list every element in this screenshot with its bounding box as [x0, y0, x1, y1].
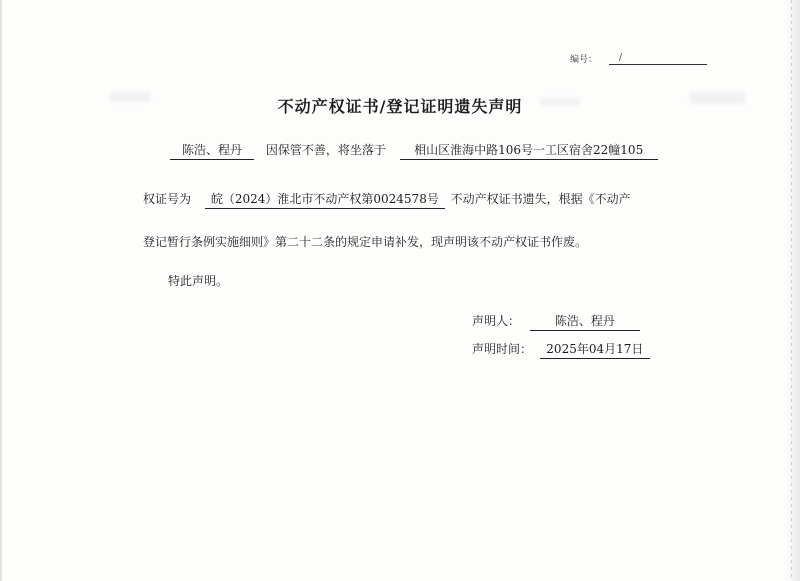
- number-value: /: [609, 52, 707, 65]
- date-label: 声明时间：: [472, 342, 533, 356]
- cert-lost-text: 不动产权证书遗失，根据《不动产: [450, 192, 631, 206]
- date-value: 2025年04月17日: [540, 341, 650, 359]
- paragraph-line-3: 登记暂行条例实施细则》第二十二条的规定申请补发，现声明该不动产权证书作废。: [143, 235, 588, 249]
- document-title: 不动产权证书/登记证明遗失声明: [277, 97, 523, 116]
- number-label: 编号：: [570, 55, 598, 65]
- declarant-row: [472, 312, 640, 331]
- cert-prefix-text: 权证号为: [143, 192, 192, 206]
- declarant-names-field: 陈浩、程丹: [170, 142, 254, 160]
- closing-text: 特此声明。: [168, 274, 229, 288]
- document-number: [570, 52, 707, 65]
- loss-reason-text: 因保管不善，将坐落于: [265, 143, 386, 157]
- certificate-number-field: 皖（2024）淮北市不动产权第0024578号: [205, 191, 445, 209]
- scan-edge-left: [0, 0, 3, 581]
- declarant-value: 陈浩、程丹: [530, 313, 640, 331]
- paragraph-line-1: [170, 141, 658, 160]
- declarant-label: 声明人：: [472, 314, 521, 328]
- property-address-field: 相山区淮海中路106号一工区宿舍22幢105: [400, 142, 658, 160]
- date-row: [472, 340, 650, 359]
- paragraph-line-2: [143, 190, 631, 209]
- scan-edge-right: [786, 0, 800, 581]
